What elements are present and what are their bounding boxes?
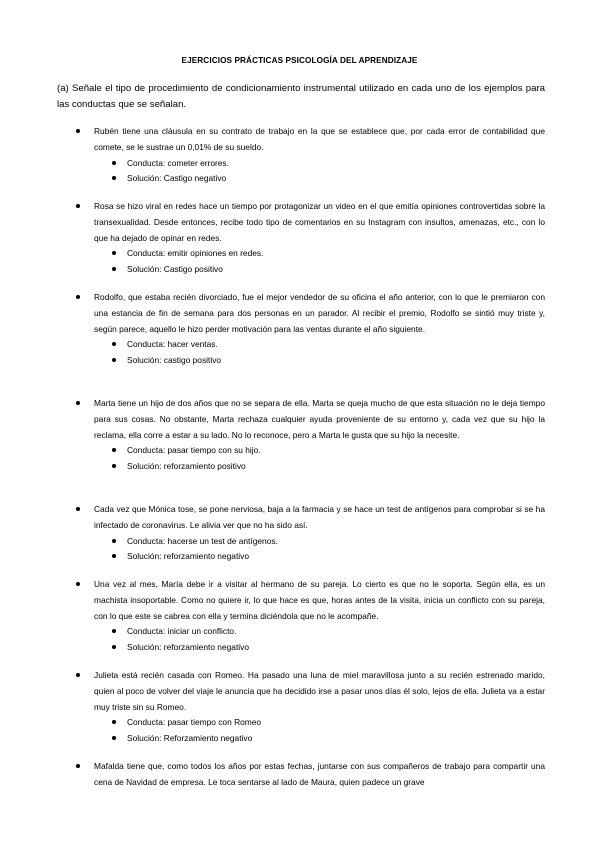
conducta-text: Conducta: iniciar un conflicto. xyxy=(127,626,237,637)
bullet-icon xyxy=(76,582,80,586)
exercise-text: Rodolfo, que estaba recién divorciado, fue el mejor vendedor de su oficina el año anterior, con lo que le premiaron con una estancia de fin de semana para dos personas en un parador. Al recibir el premio, Rodolfo se sintió muy triste y, según parece, aquello le hizo perder motivación para las ventas durante el año siguiente. xyxy=(94,292,545,334)
exercise-item xyxy=(70,290,545,369)
solucion-line xyxy=(127,353,545,369)
solucion-text: Solución: Castigo negativo xyxy=(127,173,227,184)
bullet-icon xyxy=(76,401,80,405)
bullet-icon xyxy=(112,267,116,271)
conducta-line xyxy=(127,624,545,640)
exercise-text: Rubén tiene una cláusula en su contrato de trabajo en la que se establece que, por cada error de contabilidad que comete, se le sustrae un 0,01% de su sueldo. xyxy=(94,126,545,152)
bullet-icon xyxy=(76,295,80,299)
bullet-icon xyxy=(112,251,116,255)
solucion-line xyxy=(127,171,545,187)
exercise-instructions: (a) Señale el tipo de procedimiento de condicionamiento instrumental utilizado en cada uno de los ejemplos para las conductas que se señalan. xyxy=(57,83,545,110)
solucion-line xyxy=(127,262,545,278)
exercise-item xyxy=(70,668,545,747)
conducta-line xyxy=(127,534,545,550)
exercise-item xyxy=(70,759,545,791)
conducta-line xyxy=(127,715,545,731)
bullet-icon xyxy=(76,204,80,208)
exercise-text: Marta tiene un hijo de dos años que no se separa de ella. Marta se queja mucho de que esta situación no le deja tiempo para sus cosas. No obstante, Marta rechaza cualquier ayuda proveniente de su entorno y, cada vez que su hijo la reclama, ella corre a estar a su lado. No lo reconoce, pero a Marta le gusta que su hijo la necesite. xyxy=(94,398,545,440)
conducta-line xyxy=(127,337,545,353)
conducta-text: Conducta: hacer ventas. xyxy=(127,339,218,350)
bullet-icon xyxy=(112,554,116,558)
solucion-text: Solución: reforzamiento negativo xyxy=(127,551,249,562)
exercise-text: Rosa se hizo viral en redes hace un tiempo por protagonizar un video en el que emitía opiniones controvertidas sobre la transexualidad. Desde entonces, recibe todo tipo de comentarios en su Instagram con insultos, amenazas, etc., con lo que ha dejado de opinar en redes. xyxy=(94,201,545,243)
exercise-item xyxy=(70,577,545,656)
document-title: EJERCICIOS PRÁCTICAS PSICOLOGÍA DEL APRENDIZAJE xyxy=(181,56,418,65)
exercise-item xyxy=(70,502,545,565)
bullet-icon xyxy=(76,129,80,133)
bullet-icon xyxy=(76,673,80,677)
solucion-text: Solución: reforzamiento negativo xyxy=(127,642,249,653)
exercise-text: Una vez al mes, María debe ir a visitar al hermano de su pareja. Lo cierto es que no le soporta. Según ella, es un machista insoportable. Como no quiere ir, lo que hace es que, horas antes de la visita, inicia un conflicto con su pareja, con lo que este se cabrea con ella y termina diciéndola que no le acompañe. xyxy=(94,579,545,621)
bullet-icon xyxy=(112,176,116,180)
bullet-icon xyxy=(112,645,116,649)
solucion-line xyxy=(127,731,545,747)
conducta-text: Conducta: pasar tiempo con Romeo xyxy=(127,717,262,728)
exercise-item xyxy=(70,124,545,187)
conducta-line xyxy=(127,443,545,459)
bullet-icon xyxy=(112,464,116,468)
conducta-line xyxy=(127,156,545,172)
exercise-item xyxy=(70,396,545,475)
solucion-line xyxy=(127,549,545,565)
bullet-icon xyxy=(112,539,116,543)
solucion-text: Solución: castigo positivo xyxy=(127,355,222,366)
conducta-text: Conducta: pasar tiempo con su hijo. xyxy=(127,445,261,456)
solucion-text: Solución: reforzamiento positivo xyxy=(127,461,246,472)
solucion-text: Solución: Castigo positivo xyxy=(127,264,223,275)
bullet-icon xyxy=(112,342,116,346)
bullet-icon xyxy=(112,161,116,165)
bullet-icon xyxy=(76,507,80,511)
bullet-icon xyxy=(112,736,116,740)
solucion-text: Solución: Reforzamiento negativo xyxy=(127,733,253,744)
exercise-text: Julieta está recién casada con Romeo. Ha pasado una luna de miel maravillosa junto a su recién estrenado marido, quien al poco de volver del viaje le anuncia que ha decidido irse a pasar unos días él solo, lejos de ella. Julieta va a estar muy triste sin su Romeo. xyxy=(94,670,545,712)
bullet-icon xyxy=(112,448,116,452)
bullet-icon xyxy=(76,764,80,768)
bullet-icon xyxy=(112,629,116,633)
exercise-item xyxy=(70,199,545,278)
exercise-text: Mafalda tiene que, como todos los años por estas fechas, juntarse con sus compañeros de trabajo para compartir una cena de Navidad de empresa. Le toca sentarse al lado de Maura, quien padece un grave xyxy=(94,761,545,787)
exercise-text: Cada vez que Mónica tose, se pone nerviosa, baja a la farmacia y se hace un test de antígenos para comprobar si se ha infectado de coronavirus. Le alivia ver que no ha sido así. xyxy=(94,504,545,530)
solucion-line xyxy=(127,459,545,475)
conducta-text: Conducta: emitir opiniones en redes. xyxy=(127,248,264,259)
bullet-icon xyxy=(112,720,116,724)
solucion-line xyxy=(127,640,545,656)
conducta-text: Conducta: hacerse un test de antígenos. xyxy=(127,535,278,546)
conducta-line xyxy=(127,246,545,262)
bullet-icon xyxy=(112,358,116,362)
conducta-text: Conducta: cometer errores. xyxy=(127,157,229,168)
